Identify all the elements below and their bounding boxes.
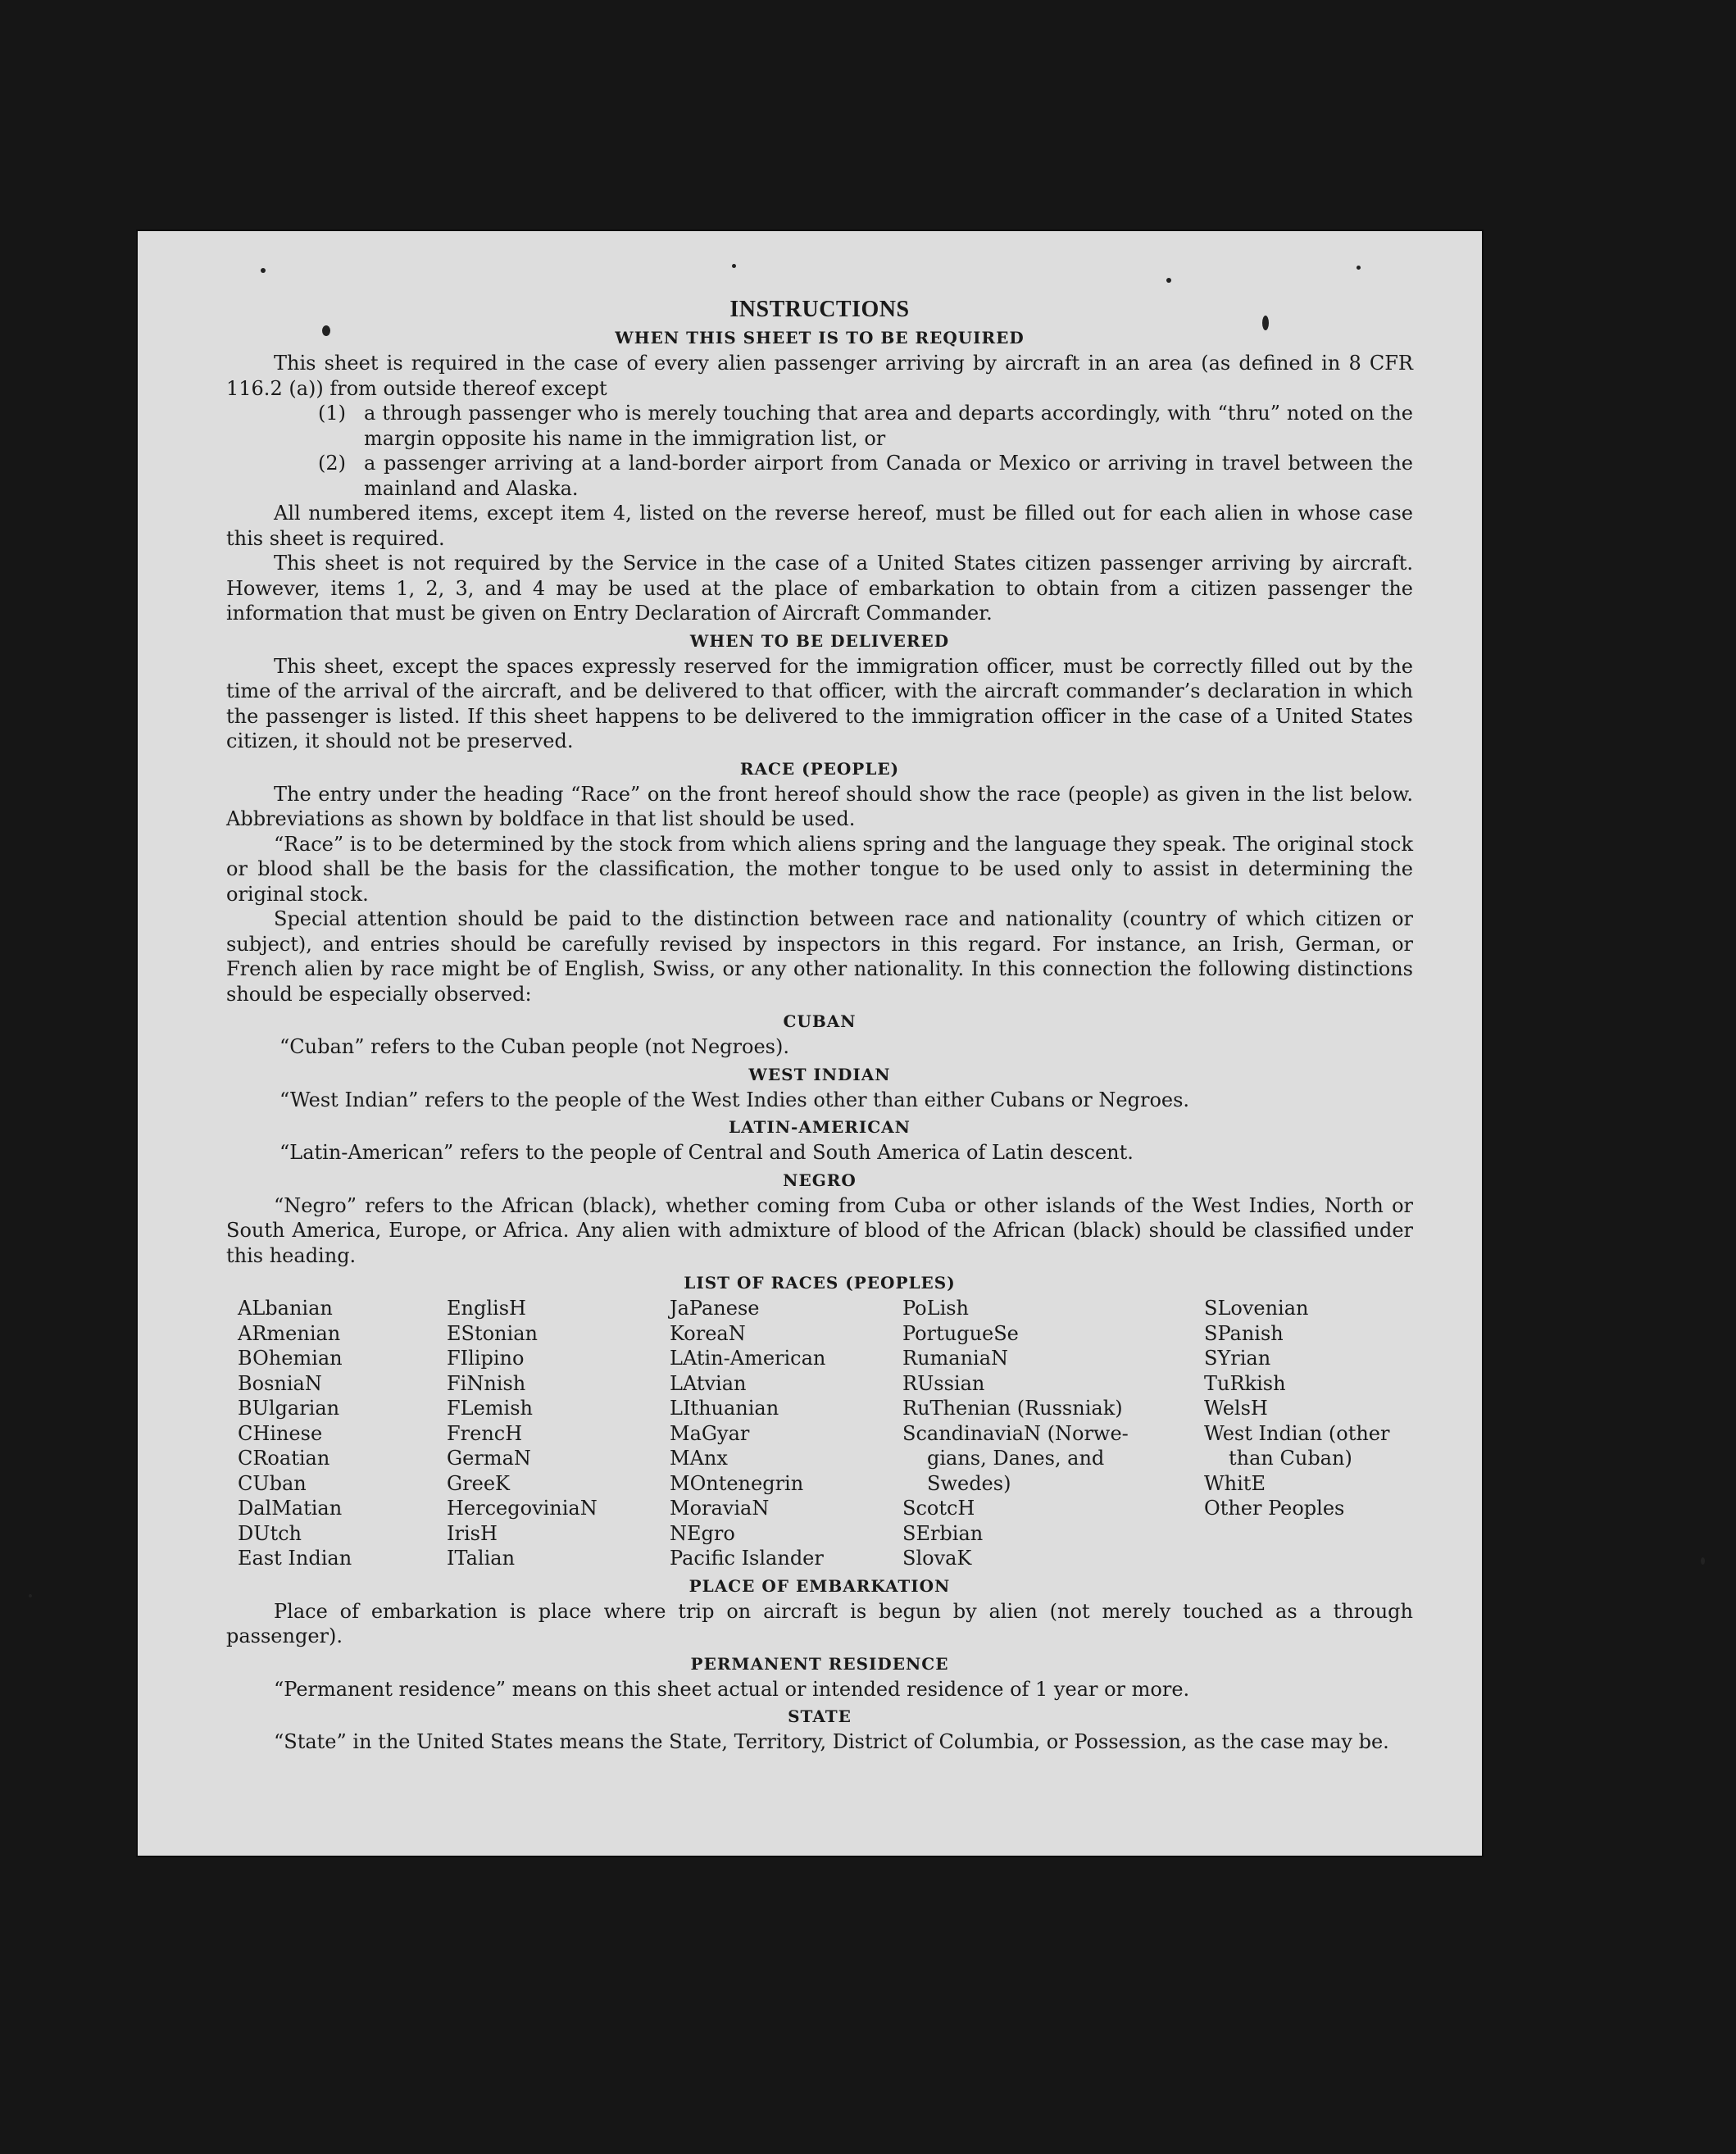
race-item: DalMatian [238, 1497, 343, 1520]
paragraph-race-stock: “Race” is to be determined by the stock from which aliens spring and the language they speak. The original stock or blood shall be the basis for the classification, the mother tongue to be used only to assist in determining the original stock. [226, 832, 1413, 906]
paragraph-cuban: “Cuban” refers to the Cuban people (not Negroes). [279, 1035, 789, 1058]
race-item: GermaN [447, 1447, 531, 1470]
paragraph-latin-american: “Latin-American” refers to the people of Central and South America of Latin descent. [279, 1141, 1134, 1164]
dust-speck [732, 264, 736, 268]
item-text: a passenger arriving at a land-border airport from Canada or Mexico or arriving in travel between the mainland and Alaska. [364, 452, 1413, 500]
heading-west-indian: WEST INDIAN [748, 1064, 891, 1084]
document-title: INSTRUCTIONS [729, 297, 910, 322]
race-item: GreeK [447, 1471, 510, 1495]
heading-when-delivered: WHEN TO BE DELIVERED [689, 630, 950, 651]
race-item: DUtch [238, 1521, 302, 1545]
race-item: MOntenegrin [670, 1471, 804, 1495]
item-text: a through passenger who is merely touching that area and departs accordingly, with “thru” noted on the margin opposite his name in the immigration list, or [364, 402, 1413, 450]
race-item: FLemish [447, 1397, 533, 1420]
heading-race: RACE (PEOPLE) [739, 758, 900, 779]
race-item: LAtin-American [670, 1347, 826, 1370]
race-item-continuation: Swedes) [927, 1471, 1011, 1495]
race-item: BosniaN [238, 1371, 322, 1395]
races-column-3 [670, 1296, 902, 1571]
race-item: SErbian [902, 1521, 984, 1545]
dust-speck [261, 268, 266, 273]
race-item: Other Peoples [1204, 1497, 1345, 1520]
race-item: East Indian [238, 1547, 352, 1570]
race-item: BUlgarian [238, 1397, 340, 1420]
film-speck [1701, 1557, 1705, 1565]
race-item: SYrian [1204, 1347, 1271, 1370]
race-item: ScotcH [902, 1497, 975, 1520]
paragraph-embarkation: Place of embarkation is place where trip on aircraft is begun by alien (not merely touched as a through passenger). [226, 1599, 1413, 1647]
heading-place-of-embarkation: PLACE OF EMBARKATION [688, 1575, 951, 1596]
race-item: CRoatian [238, 1447, 330, 1470]
race-item: MaGyar [670, 1421, 750, 1445]
race-item: SlovaK [902, 1547, 972, 1570]
paragraph-west-indian: “West Indian” refers to the people of the West Indies other than either Cubans or Negroes. [279, 1088, 1190, 1111]
race-item-continuation: gians, Danes, and [927, 1447, 1105, 1470]
race-item: PortugueSe [902, 1321, 1019, 1345]
race-item: FiNnish [447, 1371, 526, 1395]
document-body [226, 297, 1413, 1755]
race-item: West Indian (other [1204, 1421, 1390, 1445]
race-item: CHinese [238, 1421, 323, 1445]
film-speck [29, 1594, 32, 1597]
race-item: ALbanian [238, 1297, 333, 1320]
race-item: EStonian [447, 1321, 538, 1345]
race-item: ScandinaviaN (Norwe- [902, 1421, 1129, 1445]
race-item: RuThenian (Russniak) [902, 1397, 1123, 1420]
dust-speck [1166, 278, 1171, 283]
races-list [238, 1296, 1413, 1571]
exception-item-1 [318, 401, 1413, 451]
race-item: HercegoviniaN [447, 1497, 598, 1520]
race-item: LIthuanian [670, 1397, 779, 1420]
item-number: (1) [318, 402, 346, 425]
race-item: LAtvian [670, 1371, 747, 1395]
race-item: CUban [238, 1471, 307, 1495]
race-item: WhitE [1204, 1471, 1266, 1495]
race-item: ITalian [447, 1547, 516, 1570]
races-column-4 [902, 1296, 1204, 1571]
race-item: MoraviaN [670, 1497, 770, 1520]
race-item: NEgro [670, 1521, 735, 1545]
heading-state: STATE [788, 1706, 852, 1726]
race-item: Pacific Islander [670, 1547, 824, 1570]
race-item: PoLish [902, 1297, 970, 1320]
item-number: (2) [318, 452, 346, 475]
races-column-1 [238, 1296, 447, 1571]
paragraph-race-nationality: Special attention should be paid to the distinction between race and nationality (country of which citizen or subject), and entries should be carefully revised by inspectors in this regard. For instance, an Irish, German, or French alien by race might be of English, Swiss, or any other nationality. In this connection the following distinctions should be especially observed: [226, 907, 1413, 1006]
race-item: RumaniaN [902, 1347, 1009, 1370]
race-item-continuation: than Cuban) [1229, 1447, 1352, 1470]
paragraph-residence: “Permanent residence” means on this sheet actual or intended residence of 1 year or more. [274, 1677, 1190, 1701]
instruction-sheet [138, 231, 1482, 1856]
paragraph-delivery: This sheet, except the spaces expressly reserved for the immigration officer, must be correctly filled out by the time of the arrival of the aircraft, and be delivered to that officer, with the aircraft commander’s declaration in which the passenger is listed. If this sheet happens to be delivered to the immigration officer in the case of a United States citizen, it should not be preserved. [226, 654, 1413, 752]
heading-permanent-residence: PERMANENT RESIDENCE [690, 1653, 949, 1674]
paragraph-negro: “Negro” refers to the African (black), whether coming from Cuba or other islands of the West Indies, North or South America, Europe, or Africa. Any alien with admixture of blood of the African (black) should be classified under this heading. [226, 1193, 1413, 1267]
race-item: JaPanese [670, 1297, 760, 1320]
paragraph-numbered-items: All numbered items, except item 4, listed on the reverse hereof, must be filled out for each alien in whose case this sheet is required. [226, 502, 1413, 550]
paragraph-state: “State” in the United States means the State, Territory, District of Columbia, or Possession, as the case may be. [274, 1730, 1389, 1753]
paragraph-race-entry: The entry under the heading “Race” on the front hereof should show the race (people) as given in the list below. Abbreviations as shown by boldface in that list should be used. [226, 782, 1413, 830]
race-item: KoreaN [670, 1321, 746, 1345]
race-item: FrencH [447, 1421, 523, 1445]
race-item: MAnx [670, 1447, 728, 1470]
paragraph-required-intro: This sheet is required in the case of every alien passenger arriving by aircraft in an area (as defined in 8 CFR 116.2 (a)) from outside thereof except [226, 352, 1413, 400]
heading-cuban: CUBAN [783, 1011, 857, 1031]
heading-latin-american: LATIN-AMERICAN [729, 1117, 911, 1137]
race-item: FIlipino [447, 1347, 525, 1370]
races-column-5 [1204, 1296, 1413, 1571]
race-item: IrisH [447, 1521, 498, 1545]
race-item: EnglisH [447, 1297, 526, 1320]
race-item: RUssian [902, 1371, 985, 1395]
paragraph-citizen: This sheet is not required by the Service in the case of a United States citizen passenger arriving by aircraft. However, items 1, 2, 3, and 4 may be used at the place of embarkation to obtain from a citizen passenger the information that must be given on Entry Declaration of Aircraft Commander. [226, 552, 1413, 625]
race-item: SPanish [1204, 1321, 1284, 1345]
race-item: TuRkish [1204, 1371, 1286, 1395]
dust-speck [1357, 266, 1361, 270]
heading-when-required: WHEN THIS SHEET IS TO BE REQUIRED [615, 328, 1025, 348]
race-item: WelsH [1204, 1397, 1268, 1420]
race-item: ARmenian [238, 1321, 341, 1345]
exception-item-2 [318, 451, 1413, 501]
race-item: SLovenian [1204, 1297, 1309, 1320]
heading-negro: NEGRO [783, 1170, 857, 1190]
race-item: BOhemian [238, 1347, 343, 1370]
heading-list-of-races: LIST OF RACES (PEOPLES) [684, 1273, 956, 1293]
races-column-2 [447, 1296, 670, 1571]
